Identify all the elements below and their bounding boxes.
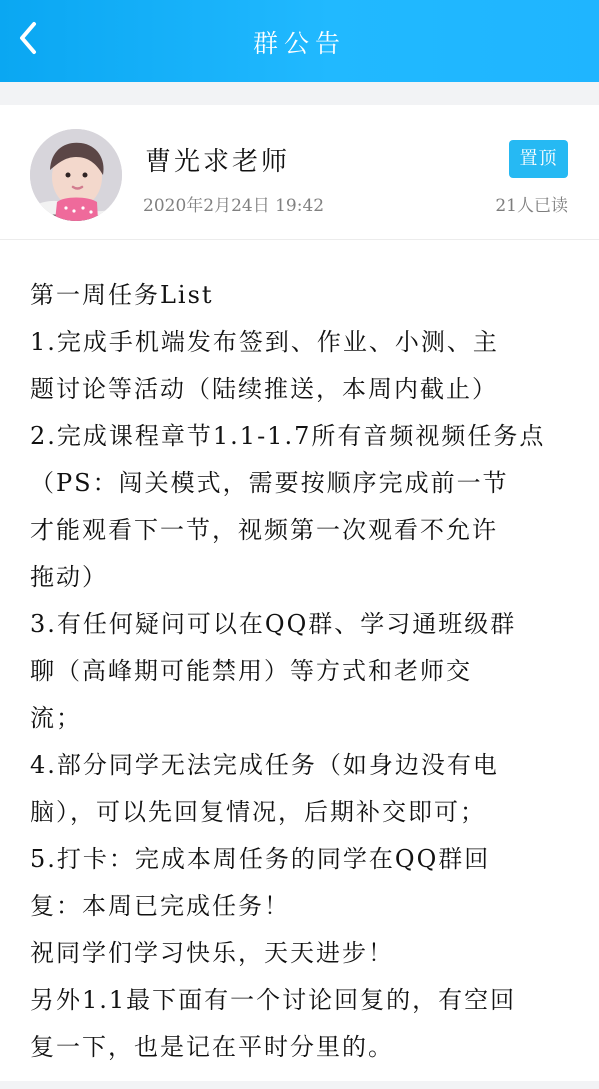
announcement-line: 拖动） [30, 563, 108, 591]
avatar[interactable] [30, 129, 122, 221]
post-date: 2020年2月24日 19:42 [143, 196, 325, 216]
announcement-line: 3.有任何疑问可以在QQ群、学习通班级群 [30, 610, 517, 638]
announcement-line: 5.打卡：完成本周任务的同学在QQ群回 [30, 845, 491, 873]
announcement-line: 复一下，也是记在平时分里的。 [30, 1033, 394, 1061]
announcement-line: 1.完成手机端发布签到、作业、小测、主 [30, 328, 499, 356]
announcement-line: 才能观看下一节，视频第一次观看不允许 [30, 516, 498, 544]
author-name: 曹光求老师 [145, 147, 291, 177]
announcement-line: （PS：闯关模式，需要按顺序完成前一节 [30, 469, 509, 497]
post-header [0, 105, 599, 240]
announcement-line: 另外1.1最下面有一个讨论回复的，有空回 [30, 986, 517, 1014]
announcement-line: 聊（高峰期可能禁用）等方式和老师交 [30, 657, 472, 685]
announcement-line: 复：本周已完成任务！ [30, 892, 290, 920]
top-bar [0, 0, 599, 82]
read-count: 21人已读 [495, 196, 568, 216]
announcement-line: 第一周任务List [30, 281, 214, 309]
announcement-line: 流； [30, 704, 82, 732]
page-title: 群公告 [252, 29, 346, 58]
announcement-card [0, 105, 599, 1081]
announcement-line: 题讨论等活动（陆续推送，本周内截止） [30, 375, 498, 403]
announcement-line: 2.完成课程章节1.1-1.7所有音频视频任务点 [30, 422, 546, 450]
announcement-body [30, 272, 575, 1071]
announcement-line: 祝同学们学习快乐，天天进步！ [30, 939, 394, 967]
avatar-image [30, 129, 122, 221]
announcement-line: 4.部分同学无法完成任务（如身边没有电 [30, 751, 499, 779]
announcement-line: 脑），可以先回复情况，后期补交即可； [30, 798, 486, 826]
pin-badge[interactable]: 置顶 [509, 140, 568, 178]
